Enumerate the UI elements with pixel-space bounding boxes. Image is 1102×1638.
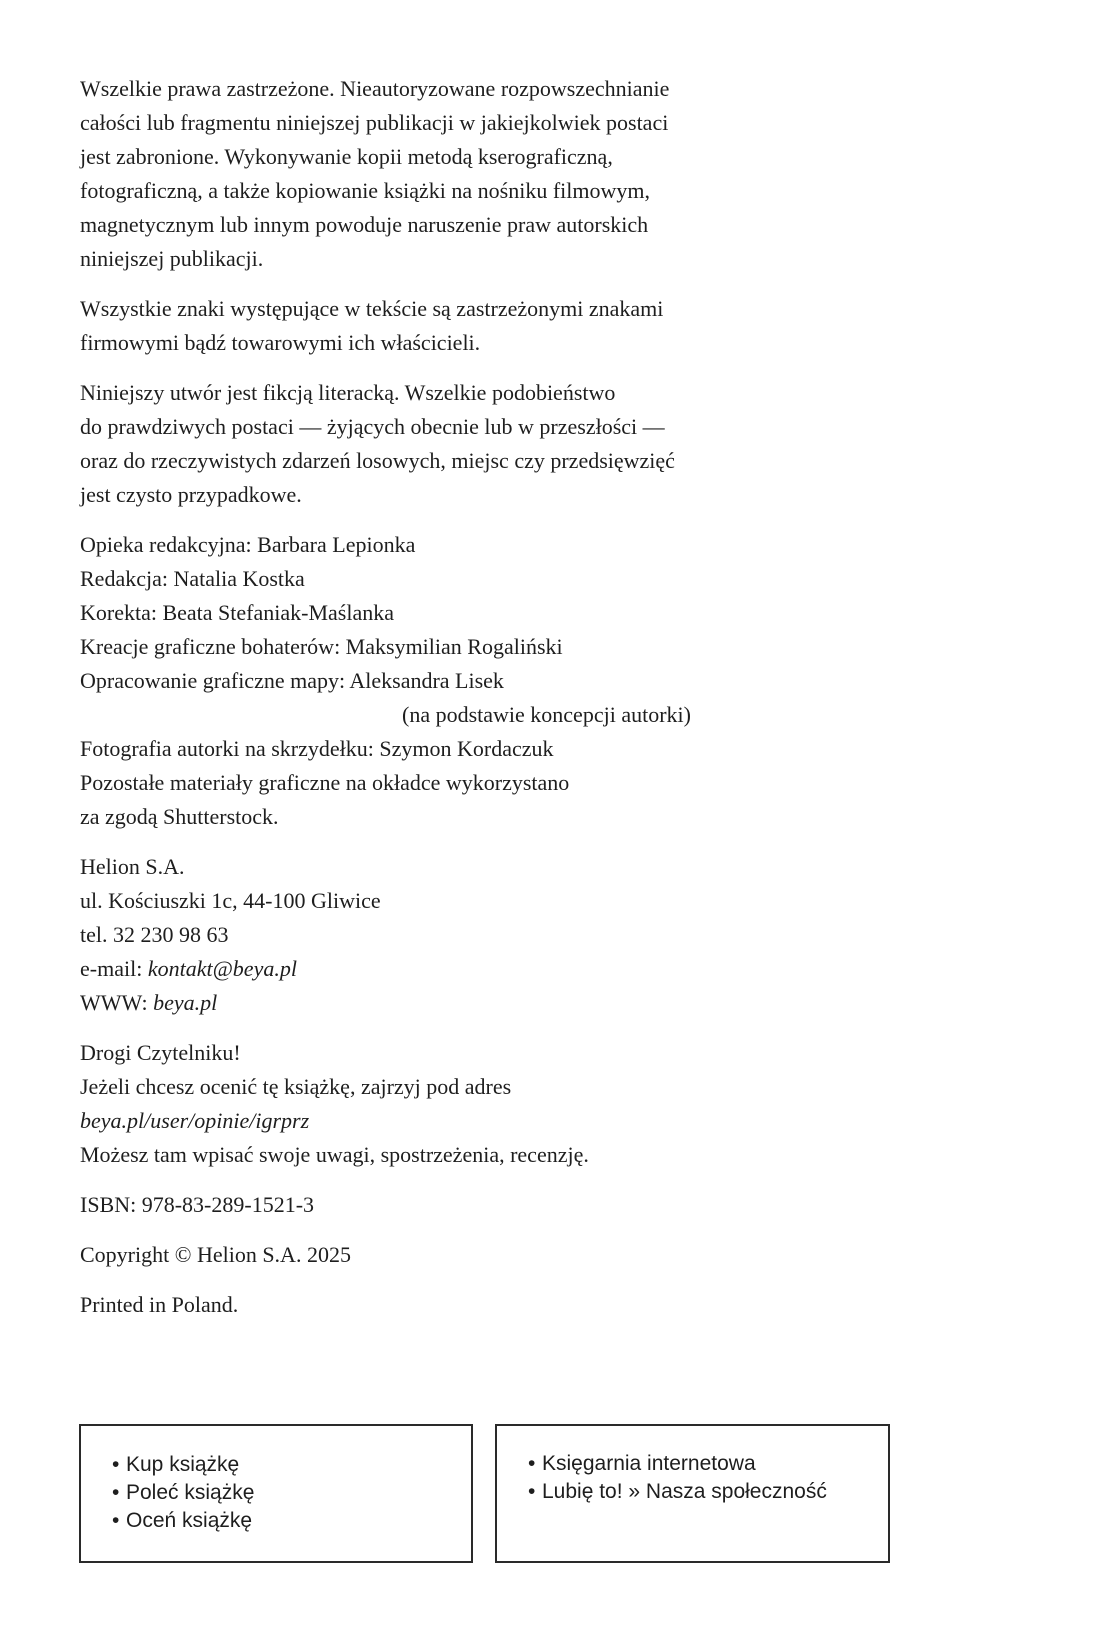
bullet-icon: •	[112, 1453, 120, 1476]
email-label: e-mail:	[80, 956, 148, 981]
trademarks-paragraph	[80, 292, 940, 360]
publisher-paragraph	[80, 850, 940, 1020]
link-boxes	[79, 1424, 890, 1563]
www-label: WWW:	[80, 990, 154, 1015]
rights-line: jest zabronione. Wykonywanie kopii metodą kserograficzną,	[80, 144, 613, 169]
rights-line: fotograficzną, a także kopiowanie książki na nośniku filmowym,	[80, 178, 650, 203]
credit-editorial-care: Opieka redakcyjna: Barbara Lepionka	[80, 532, 416, 557]
bullet-icon: •	[112, 1481, 120, 1504]
copyright	[80, 1238, 940, 1272]
credits-paragraph	[80, 528, 940, 834]
fiction-paragraph	[80, 376, 940, 512]
link-label: Poleć książkę	[126, 1481, 255, 1504]
fiction-line: oraz do rzeczywistych zdarzeń losowych, miejsc czy przedsięwzięć	[80, 448, 675, 473]
link-label: Oceń książkę	[126, 1509, 253, 1532]
rights-line: niniejszej publikacji.	[80, 246, 264, 271]
link-label: Księgarnia internetowa	[542, 1452, 756, 1475]
fiction-line: do prawdziwych postaci — żyjących obecnie lub w przeszłości —	[80, 414, 665, 439]
publisher-address: ul. Kościuszki 1c, 44-100 Gliwice	[80, 888, 381, 913]
link-label: Kup książkę	[126, 1453, 240, 1476]
credit-author-photo: Fotografia autorki na skrzydełku: Szymon Kordaczuk	[80, 736, 554, 761]
rights-line: całości lub fragmentu niniejszej publikacji w jakiejkolwiek postaci	[80, 110, 669, 135]
isbn	[80, 1188, 940, 1222]
online-bookstore-link[interactable]	[528, 1450, 888, 1478]
bullet-icon: •	[112, 1509, 120, 1532]
trademarks-line: Wszystkie znaki występujące w tekście są zastrzeżonymi znakami	[80, 296, 664, 321]
recommend-book-link[interactable]	[112, 1479, 471, 1507]
credit-character-art: Kreacje graficzne bohaterów: Maksymilian Rogaliński	[80, 634, 563, 659]
rate-book-link[interactable]	[112, 1507, 471, 1535]
publisher-email-row	[80, 952, 940, 986]
email-link[interactable]: kontakt@beya.pl	[147, 956, 297, 981]
credit-proofreading: Korekta: Beata Stefaniak-Maślanka	[80, 600, 394, 625]
reader-paragraph	[80, 1036, 940, 1172]
credit-map-note: (na podstawie koncepcji autorki)	[402, 702, 691, 727]
isbn-text: ISBN: 978-83-289-1521-3	[80, 1192, 315, 1217]
store-links-list	[497, 1426, 888, 1506]
credit-editing: Redakcja: Natalia Kostka	[80, 566, 305, 591]
reader-greeting: Drogi Czytelniku!	[80, 1040, 241, 1065]
www-link[interactable]: beya.pl	[153, 990, 218, 1015]
bullet-icon: •	[528, 1480, 536, 1503]
store-links-box	[495, 1424, 890, 1563]
rights-paragraph	[80, 72, 940, 276]
link-label: Lubię to! » Nasza społeczność	[542, 1480, 827, 1503]
reader-invite: Jeżeli chcesz ocenić tę książkę, zajrzyj pod adres	[80, 1074, 512, 1099]
publisher-phone: tel. 32 230 98 63	[80, 922, 229, 947]
book-actions-list	[81, 1426, 471, 1535]
copyright-text: Copyright © Helion S.A. 2025	[80, 1242, 351, 1267]
bullet-icon: •	[528, 1452, 536, 1475]
credit-map-design: Opracowanie graficzne mapy: Aleksandra Lisek	[80, 668, 504, 693]
community-link[interactable]	[528, 1478, 888, 1506]
buy-book-link[interactable]	[112, 1451, 471, 1479]
rights-line: magnetycznym lub innym powoduje naruszenie praw autorskich	[80, 212, 649, 237]
fiction-line: Niniejszy utwór jest fikcją literacką. Wszelkie podobieństwo	[80, 380, 616, 405]
credit-cover-materials: za zgodą Shutterstock.	[80, 804, 279, 829]
book-actions-box	[79, 1424, 473, 1563]
credit-cover-materials: Pozostałe materiały graficzne na okładce wykorzystano	[80, 770, 570, 795]
reader-note: Możesz tam wpisać swoje uwagi, spostrzeżenia, recenzję.	[80, 1142, 589, 1167]
opinion-url-link[interactable]: beya.pl/user/opinie/igrprz	[80, 1108, 310, 1133]
trademarks-line: firmowymi bądź towarowymi ich właścicieli.	[80, 330, 481, 355]
publisher-name: Helion S.A.	[80, 854, 185, 879]
fiction-line: jest czysto przypadkowe.	[80, 482, 302, 507]
rights-line: Wszelkie prawa zastrzeżone. Nieautoryzowane rozpowszechnianie	[80, 76, 670, 101]
copyright-page	[80, 72, 940, 1338]
printed-text: Printed in Poland.	[80, 1292, 239, 1317]
printed-in	[80, 1288, 940, 1322]
publisher-www-row	[80, 986, 940, 1020]
